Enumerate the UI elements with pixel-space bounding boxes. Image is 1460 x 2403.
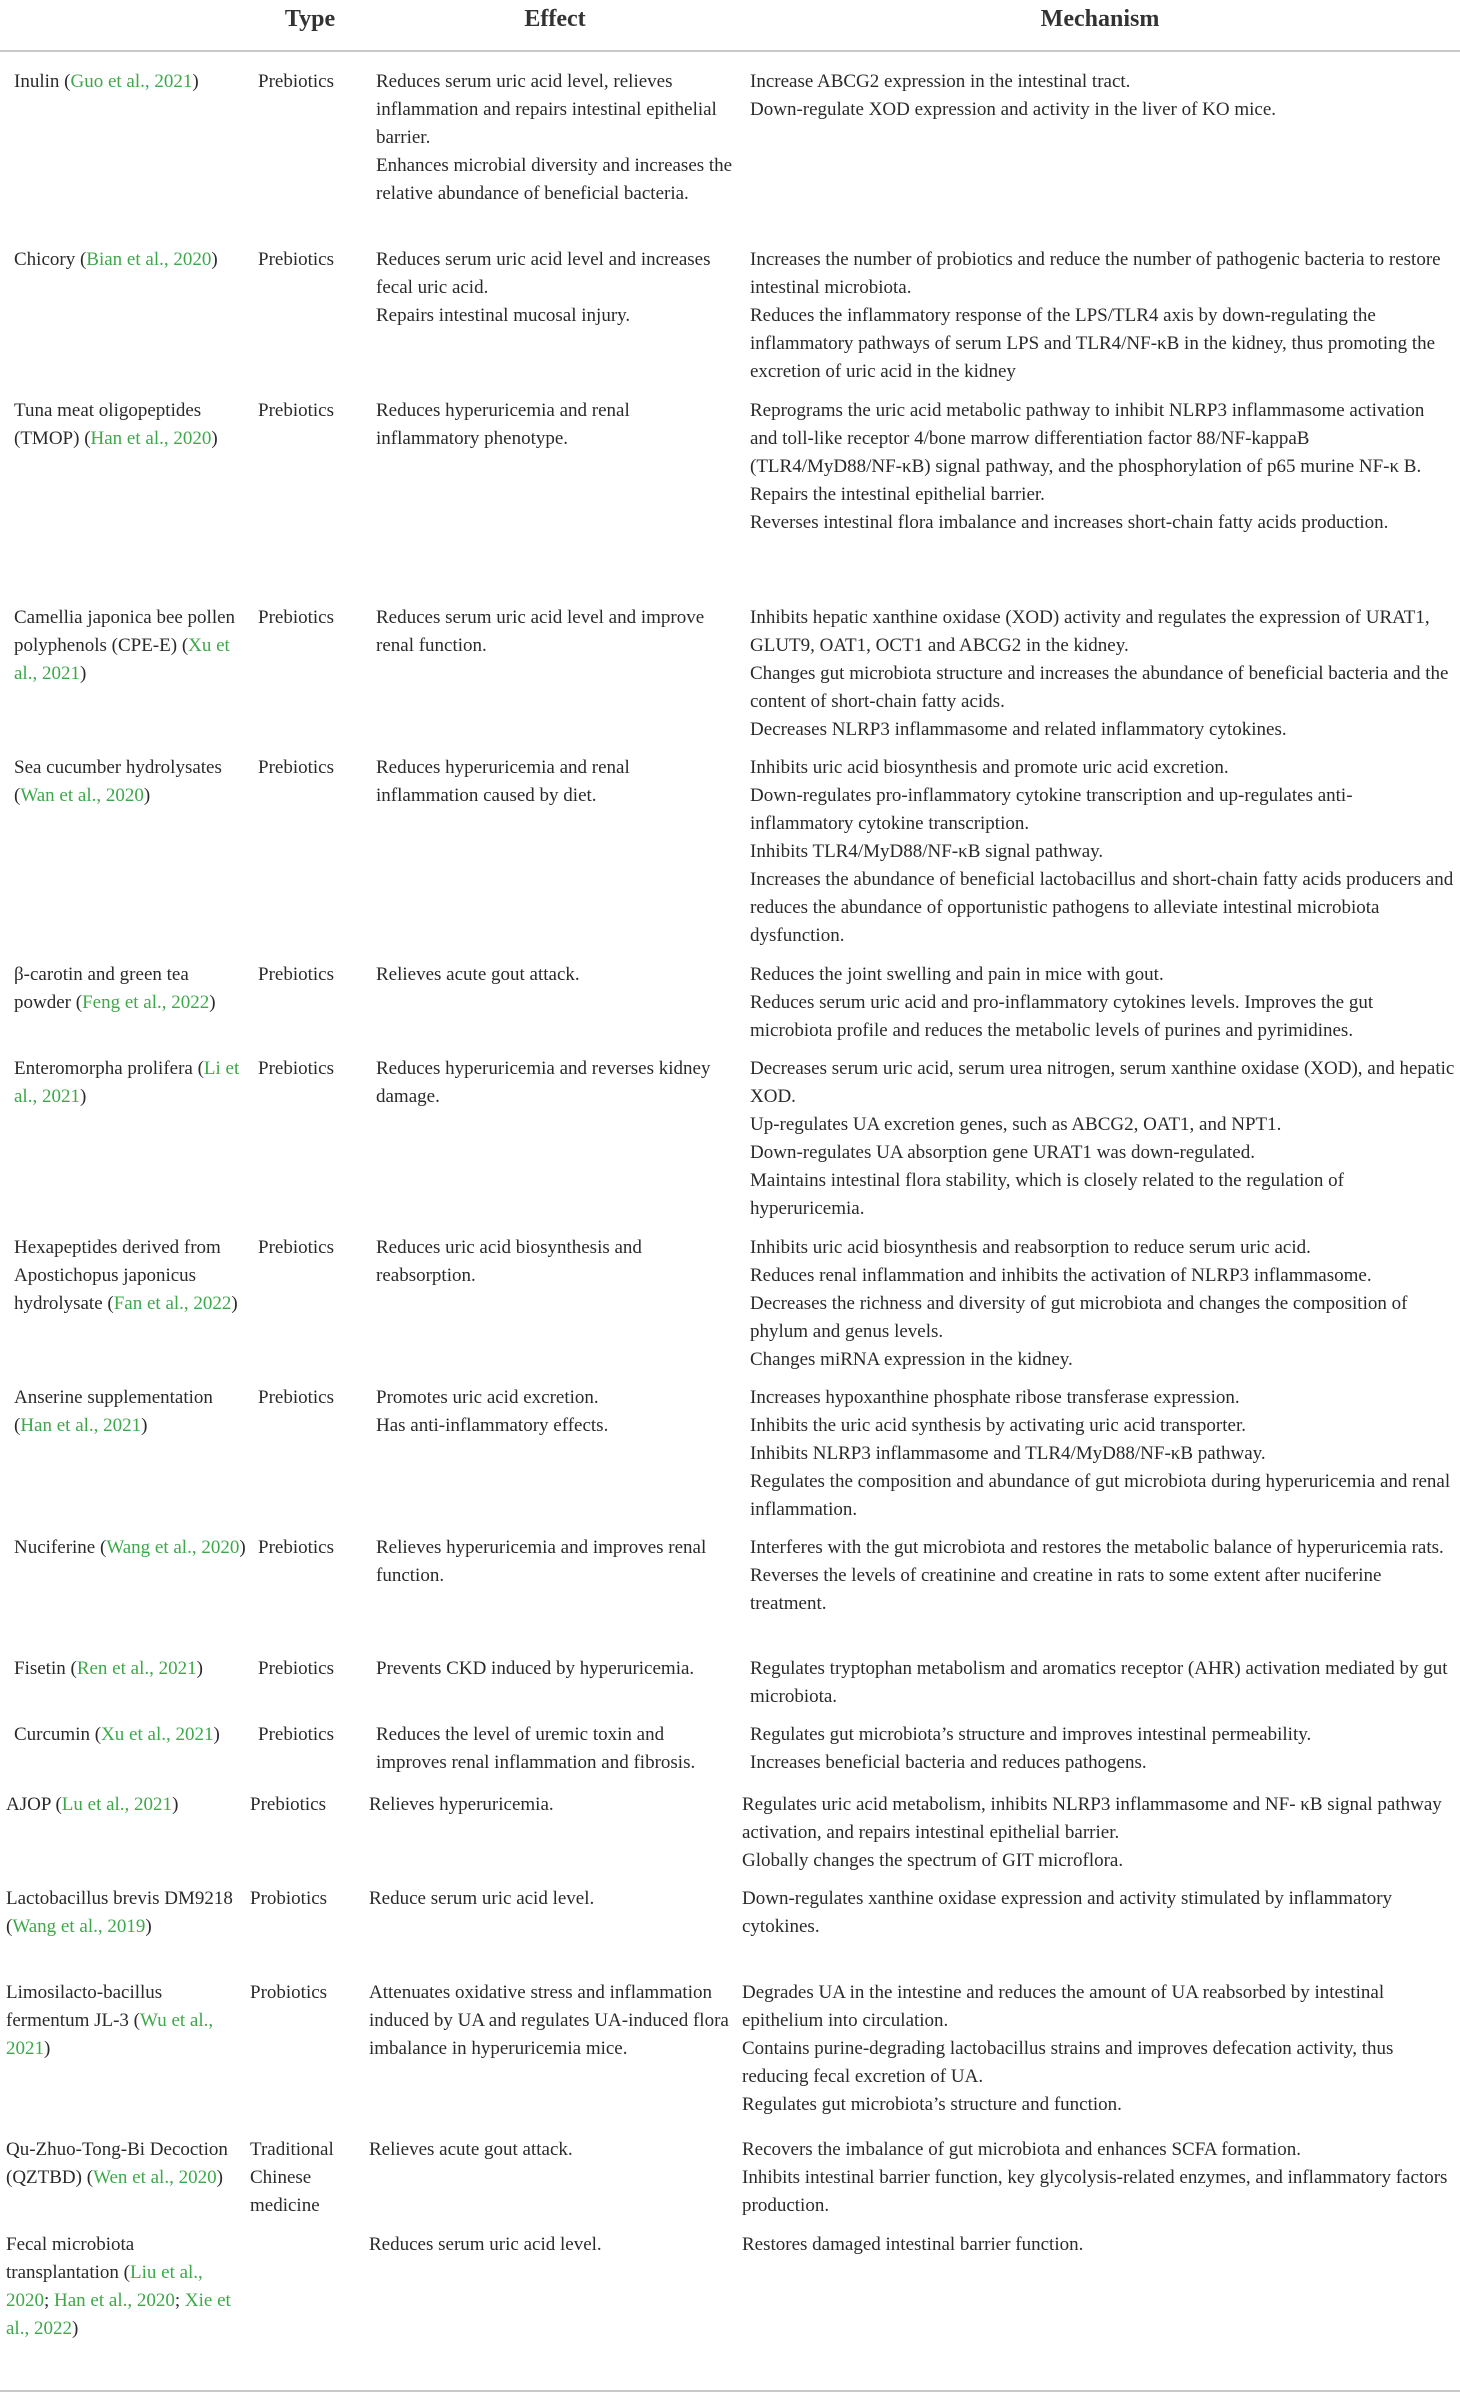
citation-link[interactable]: Wang et al., 2020 xyxy=(106,1537,240,1558)
row-type-text: Prebiotics xyxy=(258,71,334,92)
row-type-text: Prebiotics xyxy=(258,400,334,421)
citation-link[interactable]: Ren et al., 2021 xyxy=(76,1658,197,1679)
header-mechanism: Mechanism xyxy=(1040,6,1160,32)
mechanism-line: Increases the abundance of beneficial lactobacillus and short-chain fatty acids producers and reduces the abundance of opportunistic pathogens to alleviate intestinal microbiota dysfunction. xyxy=(750,869,1454,946)
row-effect xyxy=(369,2231,729,2259)
row-name-text: Hexapeptides derived from Apostichopus japonicus hydrolysate ( xyxy=(14,1237,221,1314)
bottom-rule xyxy=(0,2390,1460,2392)
mechanism-line: Regulates tryptophan metabolism and aromatics receptor (AHR) activation mediated by gut microbiota. xyxy=(750,1658,1448,1707)
row-type xyxy=(258,754,368,782)
mechanism-line: Increase ABCG2 expression in the intestinal tract. xyxy=(750,71,1131,92)
effect-line: Enhances microbial diversity and increases the relative abundance of beneficial bacteria. xyxy=(376,155,733,204)
row-name xyxy=(6,2231,238,2343)
mechanism-line: Contains purine-degrading lactobacillus strains and improves defecation activity, thus reducing fecal excretion of UA. xyxy=(742,2038,1394,2087)
effect-line: Reduces serum uric acid level. xyxy=(369,2234,602,2255)
effect-line: Reduces hyperuricemia and renal inflammation caused by diet. xyxy=(376,757,630,806)
mechanism-line: Increases the number of probiotics and reduce the number of pathogenic bacteria to restore intestinal microbiota. xyxy=(750,249,1441,298)
mechanism-line: Down-regulate XOD expression and activity in the liver of KO mice. xyxy=(750,99,1277,120)
row-type xyxy=(258,1384,368,1412)
row-name-text: ) xyxy=(141,1415,148,1436)
row-mechanism xyxy=(750,397,1455,537)
row-effect xyxy=(369,2136,729,2164)
effect-line: Relieves hyperuricemia and improves renal function. xyxy=(376,1537,707,1586)
mechanism-line: Degrades UA in the intestine and reduces the amount of UA reabsorbed by intestinal epithelium into circulation. xyxy=(742,1982,1385,2031)
effect-line: Reduces the level of uremic toxin and improves renal inflammation and fibrosis. xyxy=(376,1724,696,1773)
row-type-text: Probiotics xyxy=(250,1982,328,2003)
row-effect xyxy=(376,397,736,453)
mechanism-line: Reverses the levels of creatinine and creatine in rats to some extent after nuciferine treatment. xyxy=(750,1565,1382,1614)
row-name-text: Qu-Zhuo-Tong-Bi Decoction (QZTBD) ( xyxy=(6,2139,228,2188)
row-effect xyxy=(376,754,736,810)
mechanism-line: Decreases the richness and diversity of gut microbiota and changes the composition of phylum and genus levels. xyxy=(750,1293,1408,1342)
row-type xyxy=(250,1791,360,1819)
citation-link[interactable]: Han et al., 2020 xyxy=(54,2290,175,2311)
citation-link[interactable]: Wen et al., 2020 xyxy=(93,2167,217,2188)
row-type-text: Traditional Chinese medicine xyxy=(250,2139,334,2216)
mechanism-line: Inhibits hepatic xanthine oxidase (XOD) activity and regulates the expression of URAT1, GLUT9, OAT1, OCT1 and ABCG2 in the kidney. xyxy=(750,607,1430,656)
row-name-text: Curcumin ( xyxy=(14,1724,102,1745)
row-type xyxy=(250,1979,360,2007)
citation-link[interactable]: Wu et al., 2021 xyxy=(6,2010,214,2059)
row-name xyxy=(14,1721,246,1749)
row-mechanism xyxy=(742,1791,1454,1875)
row-name xyxy=(14,1655,246,1683)
row-effect xyxy=(376,961,736,989)
row-mechanism xyxy=(750,604,1455,744)
mechanism-line: Globally changes the spectrum of GIT microflora. xyxy=(742,1850,1124,1871)
mechanism-line: Maintains intestinal flora stability, which is closely related to the regulation of hyperuricemia. xyxy=(750,1170,1344,1219)
row-name xyxy=(14,1234,246,1318)
mechanism-line: Up-regulates UA excretion genes, such as ABCG2, OAT1, and NPT1. xyxy=(750,1114,1282,1135)
row-name-text: Tuna meat oligopeptides (TMOP) ( xyxy=(14,400,202,449)
row-name xyxy=(14,604,246,688)
header-rule xyxy=(0,50,1460,52)
row-effect xyxy=(376,1721,736,1777)
row-name-text: Camellia japonica bee pollen polyphenols (CPE-E) ( xyxy=(14,607,236,656)
citation-link[interactable]: Feng et al., 2022 xyxy=(82,992,210,1013)
effect-line: Promotes uric acid excretion. xyxy=(376,1387,599,1408)
row-name-text: ) xyxy=(192,71,199,92)
effect-line: Relieves hyperuricemia. xyxy=(369,1794,554,1815)
effect-line: Relieves acute gout attack. xyxy=(376,964,580,985)
row-name-sep: ; xyxy=(44,2290,55,2311)
row-name-text: Limosilacto-bacillus fermentum JL-3 ( xyxy=(6,1982,163,2031)
row-mechanism xyxy=(750,246,1455,386)
mechanism-line: Down-regulates UA absorption gene URAT1 was down-regulated. xyxy=(750,1142,1255,1163)
citation-link[interactable]: Lu et al., 2021 xyxy=(61,1794,173,1815)
mechanism-line: Increases hypoxanthine phosphate ribose transferase expression. xyxy=(750,1387,1240,1408)
row-name-text: ) xyxy=(211,249,218,270)
row-mechanism xyxy=(750,961,1455,1045)
citation-link[interactable]: Liu et al., 2020 xyxy=(6,2262,203,2311)
mechanism-line: Regulates uric acid metabolism, inhibits NLRP3 inflammasome and NF- κB signal pathway activation, and repairs intestinal epithelial barrier. xyxy=(742,1794,1442,1843)
effect-line: Reduces serum uric acid level and improve renal function. xyxy=(376,607,705,656)
row-mechanism xyxy=(742,1885,1454,1941)
mechanism-line: Increases beneficial bacteria and reduces pathogens. xyxy=(750,1752,1147,1773)
row-type-text: Prebiotics xyxy=(258,1058,334,1079)
mechanism-line: Down-regulates xanthine oxidase expression and activity stimulated by inflammatory cytokines. xyxy=(742,1888,1393,1937)
row-name-text: Fecal microbiota transplantation ( xyxy=(6,2234,135,2283)
row-name-text: ) xyxy=(216,2167,223,2188)
row-name-text: ) xyxy=(143,785,151,806)
row-name-text: Chicory ( xyxy=(14,249,87,270)
row-mechanism xyxy=(750,68,1455,124)
row-type-text: Prebiotics xyxy=(258,1658,334,1679)
row-type xyxy=(258,397,368,425)
row-effect xyxy=(376,1055,736,1111)
effect-line: Attenuates oxidative stress and inflammation induced by UA and regulates UA-induced flora imbalance in hyperuricemia mice. xyxy=(369,1982,729,2059)
mechanism-line: Reduces the joint swelling and pain in mice with gout. xyxy=(750,964,1164,985)
row-name-text: Lactobacillus brevis DM9218 ( xyxy=(6,1888,233,1937)
row-effect xyxy=(369,1791,729,1819)
header-type: Type xyxy=(284,6,336,32)
row-name-text: ) xyxy=(172,1794,179,1815)
row-type xyxy=(258,1055,368,1083)
row-mechanism xyxy=(750,1534,1455,1618)
row-effect xyxy=(376,246,736,330)
effect-line: Reduce serum uric acid level. xyxy=(369,1888,595,1909)
header-effect: Effect xyxy=(524,6,586,32)
citation-link[interactable]: Xie et al., 2022 xyxy=(6,2290,231,2339)
citation-link[interactable]: Han et al., 2021 xyxy=(20,1415,142,1436)
mechanism-line: Inhibits TLR4/MyD88/NF-κB signal pathway. xyxy=(750,841,1104,862)
row-type xyxy=(258,604,368,632)
mechanism-line: Changes gut microbiota structure and increases the abundance of beneficial bacteria and the content of short-chain fatty acids. xyxy=(750,663,1449,712)
row-name-text: AJOP ( xyxy=(6,1794,62,1815)
effect-line: Reduces hyperuricemia and reverses kidney damage. xyxy=(376,1058,711,1107)
row-name-text: ) xyxy=(71,2318,79,2339)
row-name xyxy=(6,1885,238,1941)
effect-line: Relieves acute gout attack. xyxy=(369,2139,573,2160)
row-type xyxy=(250,1885,360,1913)
mechanism-line: Regulates gut microbiota’s structure and improves intestinal permeability. xyxy=(750,1724,1312,1745)
row-type-text: Prebiotics xyxy=(258,1387,334,1408)
mechanism-line: Reduces renal inflammation and inhibits the activation of NLRP3 inflammasome. xyxy=(750,1265,1372,1286)
row-type xyxy=(258,246,368,274)
row-name-text: ) xyxy=(211,428,218,449)
row-type-text: Prebiotics xyxy=(258,1237,334,1258)
row-effect xyxy=(376,1234,736,1290)
citation-link[interactable]: Xu et al., 2021 xyxy=(14,635,230,684)
row-type xyxy=(258,68,368,96)
row-name-text: Fisetin ( xyxy=(14,1658,77,1679)
row-mechanism xyxy=(742,1979,1454,2119)
row-type-text: Prebiotics xyxy=(258,1537,334,1558)
mechanism-line: Down-regulates pro-inflammatory cytokine transcription and up-regulates anti-inflammatory cytokine transcription. xyxy=(750,785,1353,834)
row-effect xyxy=(369,1979,729,2063)
mechanism-line: Inhibits uric acid biosynthesis and promote uric acid excretion. xyxy=(750,757,1229,778)
mechanism-line: Inhibits the uric acid synthesis by activating uric acid transporter. xyxy=(750,1415,1246,1436)
row-mechanism xyxy=(750,1655,1455,1711)
row-type xyxy=(258,1721,368,1749)
mechanism-line: Regulates gut microbiota’s structure and function. xyxy=(742,2094,1122,2115)
row-type-text: Prebiotics xyxy=(258,964,334,985)
row-effect xyxy=(369,1885,729,1913)
citation-link[interactable]: Guo et al., 2021 xyxy=(70,71,193,92)
row-name xyxy=(6,1979,238,2063)
row-name-text: ) xyxy=(79,663,87,684)
citation-link[interactable]: Wan et al., 2020 xyxy=(20,785,144,806)
mechanism-line: Decreases NLRP3 inflammasome and related inflammatory cytokines. xyxy=(750,719,1287,740)
mechanism-line: Inhibits intestinal barrier function, key glycolysis-related enzymes, and inflammatory factors production. xyxy=(742,2167,1448,2216)
mechanism-line: Interferes with the gut microbiota and restores the metabolic balance of hyperuricemia rats. xyxy=(750,1537,1444,1558)
mechanism-line: Decreases serum uric acid, serum urea nitrogen, serum xanthine oxidase (XOD), and hepatic XOD. xyxy=(750,1058,1455,1107)
row-mechanism xyxy=(750,1721,1455,1777)
mechanism-line: Regulates the composition and abundance of gut microbiota during hyperuricemia and renal inflammation. xyxy=(750,1471,1451,1520)
row-name-text: ) xyxy=(209,992,216,1013)
row-type xyxy=(250,2136,360,2220)
row-mechanism xyxy=(742,2136,1454,2220)
row-type-text: Prebiotics xyxy=(258,607,334,628)
row-mechanism xyxy=(750,1055,1455,1223)
row-type xyxy=(258,1234,368,1262)
mechanism-line: Changes miRNA expression in the kidney. xyxy=(750,1349,1073,1370)
mechanism-line: Reprograms the uric acid metabolic pathway to inhibit NLRP3 inflammasome activation and toll-like receptor 4/bone marrow differentiation factor 88/NF-kappaB (TLR4/MyD88/NF-κB) signal pathway, and the phosphorylation of p65 murine NF-κ B. xyxy=(750,400,1425,477)
row-name-text: Sea cucumber hydrolysates ( xyxy=(14,757,222,806)
row-name-text: ) xyxy=(44,2038,51,2059)
citation-link[interactable]: Han et al., 2020 xyxy=(90,428,212,449)
effect-line: Has anti-inflammatory effects. xyxy=(376,1415,609,1436)
row-effect xyxy=(376,604,736,660)
effect-line: Reduces serum uric acid level and increases fecal uric acid. xyxy=(376,249,711,298)
effect-line: Reduces uric acid biosynthesis and reabsorption. xyxy=(376,1237,642,1286)
row-name xyxy=(6,1791,238,1819)
row-effect xyxy=(376,1534,736,1590)
row-name-text: ) xyxy=(196,1658,203,1679)
row-name xyxy=(14,754,246,810)
mechanism-line: Recovers the imbalance of gut microbiota and enhances SCFA formation. xyxy=(742,2139,1301,2160)
mechanism-line: Reduces serum uric acid and pro-inflammatory cytokines levels. Improves the gut microbiota profile and reduces the metabolic levels of purines and pyrimidines. xyxy=(750,992,1374,1041)
row-name-text: Inulin ( xyxy=(14,71,71,92)
row-mechanism xyxy=(750,754,1455,950)
row-name-text: Enteromorpha prolifera ( xyxy=(14,1058,204,1079)
row-name xyxy=(14,1534,246,1562)
row-name-text: ) xyxy=(145,1916,152,1937)
row-name xyxy=(14,68,246,96)
row-effect xyxy=(376,1655,736,1683)
row-mechanism xyxy=(750,1384,1455,1524)
row-effect xyxy=(376,1384,736,1440)
citation-link[interactable]: Fan et al., 2022 xyxy=(113,1293,232,1314)
effect-line: Reduces hyperuricemia and renal inflammatory phenotype. xyxy=(376,400,630,449)
row-type-text: Probiotics xyxy=(250,1888,328,1909)
row-name xyxy=(14,1384,246,1440)
mechanism-line: Restores damaged intestinal barrier function. xyxy=(742,2234,1084,2255)
mechanism-line: Inhibits NLRP3 inflammasome and TLR4/MyD88/NF-κB pathway. xyxy=(750,1443,1266,1464)
row-mechanism xyxy=(750,1234,1455,1374)
effect-line: Prevents CKD induced by hyperuricemia. xyxy=(376,1658,695,1679)
row-name-text: Anserine supplementation ( xyxy=(14,1387,213,1436)
row-effect xyxy=(376,68,736,208)
row-name-text: Nuciferine ( xyxy=(14,1537,107,1558)
effect-line: Repairs intestinal mucosal injury. xyxy=(376,305,631,326)
citation-link[interactable]: Wang et al., 2019 xyxy=(12,1916,146,1937)
row-name-text: ) xyxy=(79,1086,87,1107)
citation-link[interactable]: Bian et al., 2020 xyxy=(86,249,212,270)
row-type xyxy=(258,961,368,989)
mechanism-line: Repairs the intestinal epithelial barrier. xyxy=(750,484,1045,505)
row-name xyxy=(6,2136,238,2192)
mechanism-line: Reduces the inflammatory response of the LPS/TLR4 axis by down-regulating the inflammatory pathways of serum LPS and TLR4/NF-κB in the kidney, thus promoting the excretion of uric acid in the kidney xyxy=(750,305,1436,382)
row-type-text: Prebiotics xyxy=(258,249,334,270)
row-name xyxy=(14,1055,246,1111)
row-name-text: ) xyxy=(213,1724,220,1745)
row-type-text: Prebiotics xyxy=(258,757,334,778)
row-mechanism xyxy=(742,2231,1454,2259)
row-name-text: ) xyxy=(239,1537,246,1558)
row-name xyxy=(14,397,246,453)
mechanism-line: Inhibits uric acid biosynthesis and reabsorption to reduce serum uric acid. xyxy=(750,1237,1311,1258)
row-name xyxy=(14,961,246,1017)
row-type-text: Prebiotics xyxy=(258,1724,334,1745)
row-name-text: β-carotin and green tea powder ( xyxy=(14,964,189,1013)
effect-line: Reduces serum uric acid level, relieves inflammation and repairs intestinal epithelial barrier. xyxy=(376,71,717,148)
row-type-text: Prebiotics xyxy=(250,1794,326,1815)
row-name-text: ) xyxy=(231,1293,238,1314)
row-type xyxy=(258,1655,368,1683)
row-type xyxy=(258,1534,368,1562)
citation-link[interactable]: Xu et al., 2021 xyxy=(101,1724,214,1745)
row-name-sep: ; xyxy=(174,2290,185,2311)
citation-link[interactable]: Li et al., 2021 xyxy=(14,1058,240,1107)
row-name xyxy=(14,246,246,274)
mechanism-line: Reverses intestinal flora imbalance and increases short-chain fatty acids production. xyxy=(750,512,1389,533)
